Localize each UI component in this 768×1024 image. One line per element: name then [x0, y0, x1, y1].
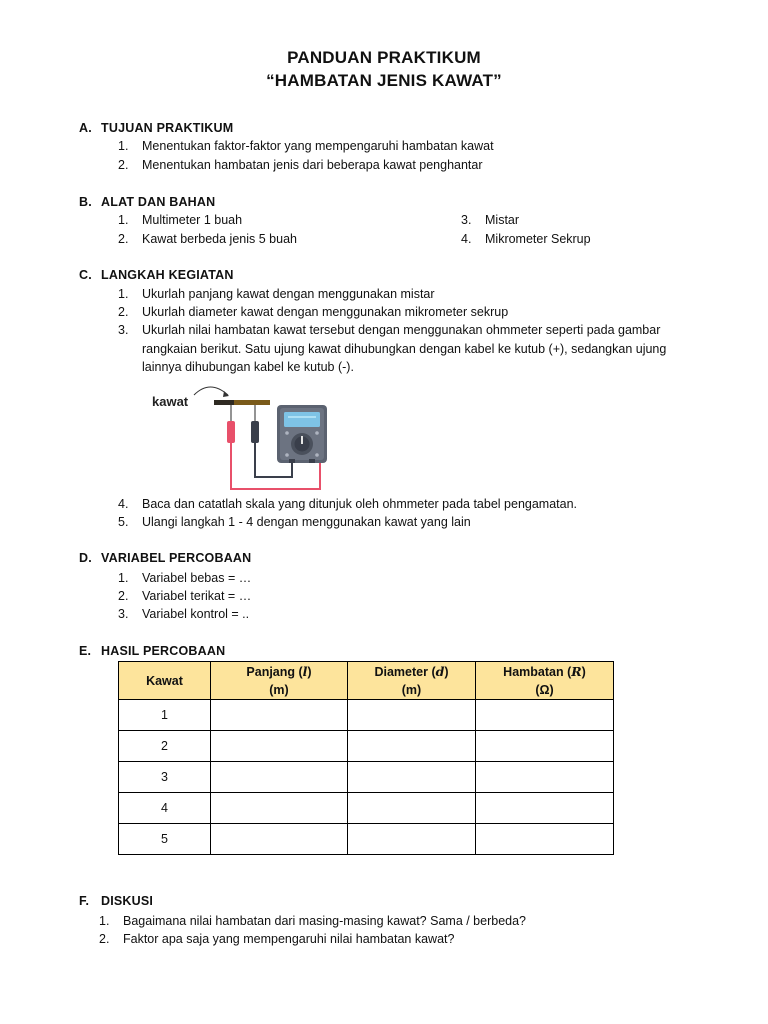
table-cell [211, 700, 348, 731]
list-item [118, 513, 698, 531]
black-probe [251, 421, 259, 443]
item-number: 2. [118, 305, 129, 319]
item-number: 1. [99, 914, 110, 928]
list-item [118, 569, 698, 587]
table-cell [211, 824, 348, 855]
list-item [99, 912, 719, 930]
item-number: 4. [118, 497, 129, 511]
table-cell [476, 700, 614, 731]
item-number: 4. [461, 232, 472, 246]
section-a-letter: A. [79, 121, 92, 135]
section-d-heading [79, 551, 251, 565]
item-text: Baca dan catatlah skala yang ditunjuk oleh ohmmeter pada tabel pengamatan. [142, 497, 578, 511]
item-number: 2. [118, 232, 129, 246]
table-cell [211, 793, 348, 824]
red-probe [227, 421, 235, 443]
table-cell [348, 700, 476, 731]
section-a-title: TUJUAN PRAKTIKUM [101, 121, 234, 135]
item-text: Variabel kontrol = .. [142, 607, 250, 621]
list-item [461, 211, 721, 229]
table-cell [476, 731, 614, 762]
table-cell: 3 [119, 762, 211, 793]
item-text: Ulangi langkah 1 - 4 dengan menggunakan kawat yang lain [142, 515, 471, 529]
item-text: Ukurlah panjang kawat dengan menggunakan mistar [142, 287, 435, 301]
item-number: 3. [461, 213, 472, 227]
item-number: 2. [118, 158, 129, 172]
item-text: Ukurlah nilai hambatan kawat tersebut dengan menggunakan ohmmeter seperti pada gambar rangkaian berikut. Satu ujung kawat dihubungkan dengan kabel ke kutub (+), sedangkan ujung lainnya dihubungan kabel ke kutub (-). [142, 323, 667, 374]
item-text: Bagaimana nilai hambatan dari masing-masing kawat? Sama / berbeda? [123, 914, 527, 928]
section-c-letter: C. [79, 268, 92, 282]
item-number: 2. [99, 932, 110, 946]
item-text: Ukurlah diameter kawat dengan menggunakan mikrometer sekrup [142, 305, 509, 319]
list-item [99, 930, 719, 948]
list-item [118, 211, 438, 229]
item-number: 5. [118, 515, 129, 529]
table-cell [211, 731, 348, 762]
item-number: 1. [118, 213, 129, 227]
list-item [461, 230, 721, 248]
table-cell [476, 762, 614, 793]
table-cell: 2 [119, 731, 211, 762]
item-text: Mistar [485, 213, 520, 227]
document-subtitle: “HAMBATAN JENIS KAWAT” [266, 71, 502, 90]
ohmmeter-circuit-illustration [146, 381, 336, 493]
section-d-letter: D. [79, 551, 92, 565]
item-number: 2. [118, 589, 129, 603]
column-header-hambatan: Hambatan (R) (Ω) [476, 662, 614, 700]
column-header-kawat: Kawat [119, 662, 211, 700]
list-item [118, 495, 698, 513]
table-cell [211, 762, 348, 793]
section-e-letter: E. [79, 644, 92, 658]
table-cell: 4 [119, 793, 211, 824]
section-d-title: VARIABEL PERCOBAAN [101, 551, 252, 565]
section-b-title: ALAT DAN BAHAN [101, 195, 216, 209]
section-f-letter: F. [79, 894, 90, 908]
item-text: Multimeter 1 buah [142, 213, 243, 227]
results-table [118, 661, 614, 855]
item-number: 3. [118, 323, 129, 337]
item-text: Menentukan faktor-faktor yang mempengaruhi hambatan kawat [142, 139, 494, 153]
table-row [119, 793, 614, 824]
table-cell [476, 824, 614, 855]
table-row [119, 824, 614, 855]
ohmmeter-icon [277, 405, 327, 463]
table-header-row [119, 662, 614, 700]
list-item [118, 321, 698, 377]
table-row [119, 700, 614, 731]
item-text: Variabel terikat = … [142, 589, 252, 603]
table-cell: 5 [119, 824, 211, 855]
document-title: PANDUAN PRAKTIKUM [287, 48, 481, 67]
item-number: 3. [118, 607, 129, 621]
item-text: Menentukan hambatan jenis dari beberapa kawat penghantar [142, 158, 483, 172]
table-cell [476, 793, 614, 824]
wire-label: kawat [152, 394, 189, 409]
list-item [118, 587, 698, 605]
list-item [118, 137, 698, 155]
list-item [118, 156, 698, 174]
list-item [118, 230, 438, 248]
section-f-title: DISKUSI [101, 894, 154, 908]
section-e-title: HASIL PERCOBAAN [101, 644, 226, 658]
table-cell [348, 793, 476, 824]
list-item [118, 303, 698, 321]
item-text: Variabel bebas = … [142, 571, 252, 585]
list-item [118, 605, 698, 623]
section-b-heading [79, 195, 215, 209]
table-cell [348, 731, 476, 762]
table-row [119, 731, 614, 762]
item-text: Faktor apa saja yang mempengaruhi nilai hambatan kawat? [123, 932, 455, 946]
item-number: 1. [118, 571, 129, 585]
section-f-heading [79, 894, 153, 908]
column-header-panjang: Panjang (l) (m) [211, 662, 348, 700]
curved-arrow-icon [194, 387, 228, 395]
table-row [119, 762, 614, 793]
table-cell: 1 [119, 700, 211, 731]
arrowhead-icon [223, 391, 229, 397]
section-c-heading [79, 268, 234, 282]
section-c-title: LANGKAH KEGIATAN [101, 268, 234, 282]
item-text: Kawat berbeda jenis 5 buah [142, 232, 297, 246]
section-e-heading [79, 644, 225, 658]
section-a-heading [79, 121, 233, 135]
table-cell [348, 762, 476, 793]
section-b-letter: B. [79, 195, 92, 209]
item-number: 1. [118, 287, 129, 301]
item-text: Mikrometer Sekrup [485, 232, 591, 246]
table-cell [348, 824, 476, 855]
list-item [118, 285, 698, 303]
item-number: 1. [118, 139, 129, 153]
column-header-diameter: Diameter (d) (m) [348, 662, 476, 700]
